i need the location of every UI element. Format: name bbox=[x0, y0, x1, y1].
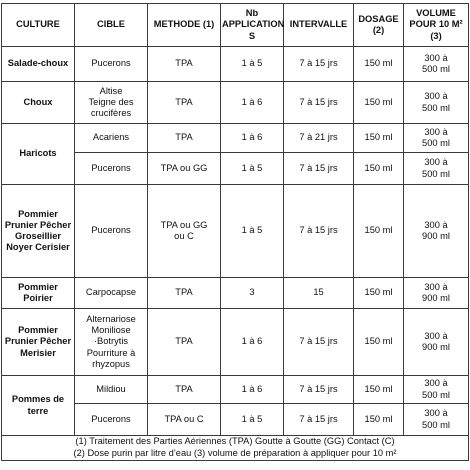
methode-cell: TPA ou GG ou C bbox=[148, 185, 221, 278]
table-row bbox=[2, 185, 469, 278]
nb-cell: 1 à 6 bbox=[221, 309, 284, 376]
dosage-cell: 150 ml bbox=[354, 124, 404, 153]
culture-cell: Pommier Prunier Pêcher Groseillier Noyer Cerisier bbox=[2, 185, 75, 278]
cible-cell: Alternariose Moniliose ·Botrytis Pourriture à rhyzopus bbox=[75, 309, 148, 376]
intervalle-cell: 7 à 15 jrs bbox=[284, 82, 354, 124]
header-cible: CIBLE bbox=[75, 4, 148, 47]
treatment-table-container bbox=[1, 3, 468, 461]
nb-cell: 1 à 6 bbox=[221, 82, 284, 124]
footnote-1: (1) Traitement des Parties Aériennes (TPA) Goutte à Goutte (GG) Contact (C) bbox=[2, 436, 469, 449]
footnote-row bbox=[2, 436, 469, 449]
volume-cell: 300 à 900 ml bbox=[404, 278, 469, 309]
dosage-cell: 150 ml bbox=[354, 185, 404, 278]
cible-cell: Pucerons bbox=[75, 404, 148, 436]
intervalle-cell: 7 à 15 jrs bbox=[284, 309, 354, 376]
header-intervalle: INTERVALLE bbox=[284, 4, 354, 47]
table-row bbox=[2, 278, 469, 309]
table-row bbox=[2, 82, 469, 124]
cible-cell: Pucerons bbox=[75, 153, 148, 185]
methode-cell: TPA bbox=[148, 47, 221, 82]
footnote-row bbox=[2, 448, 469, 461]
methode-cell: TPA ou GG bbox=[148, 153, 221, 185]
intervalle-cell: 7 à 15 jrs bbox=[284, 376, 354, 404]
nb-cell: 1 à 6 bbox=[221, 124, 284, 153]
dosage-cell: 150 ml bbox=[354, 278, 404, 309]
dosage-cell: 150 ml bbox=[354, 47, 404, 82]
intervalle-cell: 7 à 15 jrs bbox=[284, 47, 354, 82]
volume-cell: 300 à 500 ml bbox=[404, 47, 469, 82]
cible-cell: Acariens bbox=[75, 124, 148, 153]
nb-cell: 3 bbox=[221, 278, 284, 309]
header-nb-applications: Nb APPLICATION S bbox=[221, 4, 284, 47]
cible-cell: Pucerons bbox=[75, 47, 148, 82]
volume-cell: 300 à 900 ml bbox=[404, 309, 469, 376]
volume-cell: 300 à 500 ml bbox=[404, 82, 469, 124]
dosage-cell: 150 ml bbox=[354, 153, 404, 185]
dosage-cell: 150 ml bbox=[354, 376, 404, 404]
intervalle-cell: 7 à 21 jrs bbox=[284, 124, 354, 153]
table-row bbox=[2, 124, 469, 153]
intervalle-cell: 7 à 15 jrs bbox=[284, 153, 354, 185]
methode-cell: TPA bbox=[148, 309, 221, 376]
cible-cell: Altise Teigne des crucifères bbox=[75, 82, 148, 124]
header-row bbox=[2, 4, 469, 47]
methode-cell: TPA ou C bbox=[148, 404, 221, 436]
header-dosage: DOSAGE (2) bbox=[354, 4, 404, 47]
methode-cell: TPA bbox=[148, 278, 221, 309]
volume-cell: 300 à 500 ml bbox=[404, 404, 469, 436]
nb-cell: 1 à 6 bbox=[221, 376, 284, 404]
nb-cell: 1 à 5 bbox=[221, 185, 284, 278]
cible-cell: Carpocapse bbox=[75, 278, 148, 309]
dosage-cell: 150 ml bbox=[354, 309, 404, 376]
dosage-cell: 150 ml bbox=[354, 404, 404, 436]
table-row bbox=[2, 47, 469, 82]
nb-cell: 1 à 5 bbox=[221, 153, 284, 185]
treatment-table bbox=[1, 3, 469, 461]
header-methode: METHODE (1) bbox=[148, 4, 221, 47]
table-row bbox=[2, 376, 469, 404]
culture-cell: Haricots bbox=[2, 124, 75, 185]
volume-cell: 300 à 900 ml bbox=[404, 185, 469, 278]
methode-cell: TPA bbox=[148, 82, 221, 124]
cible-cell: Pucerons bbox=[75, 185, 148, 278]
intervalle-cell: 15 bbox=[284, 278, 354, 309]
footnote-2: (2) Dose purin par litre d’eau (3) volume de préparation à appliquer pour 10 m² bbox=[2, 448, 469, 461]
culture-cell: Pommier Poirier bbox=[2, 278, 75, 309]
nb-cell: 1 à 5 bbox=[221, 404, 284, 436]
culture-cell: Choux bbox=[2, 82, 75, 124]
volume-cell: 300 à 500 ml bbox=[404, 124, 469, 153]
methode-cell: TPA bbox=[148, 124, 221, 153]
methode-cell: TPA bbox=[148, 376, 221, 404]
nb-cell: 1 à 5 bbox=[221, 47, 284, 82]
volume-cell: 300 à 500 ml bbox=[404, 153, 469, 185]
culture-cell: Pommes de terre bbox=[2, 376, 75, 436]
intervalle-cell: 7 à 15 jrs bbox=[284, 404, 354, 436]
header-volume: VOLUME POUR 10 M² (3) bbox=[404, 4, 469, 47]
intervalle-cell: 7 à 15 jrs bbox=[284, 185, 354, 278]
table-row bbox=[2, 309, 469, 376]
cible-cell: Mildiou bbox=[75, 376, 148, 404]
dosage-cell: 150 ml bbox=[354, 82, 404, 124]
culture-cell: Salade-choux bbox=[2, 47, 75, 82]
volume-cell: 300 à 500 ml bbox=[404, 376, 469, 404]
header-culture: CULTURE bbox=[2, 4, 75, 47]
culture-cell: Pommier Prunier Pêcher Merisier bbox=[2, 309, 75, 376]
